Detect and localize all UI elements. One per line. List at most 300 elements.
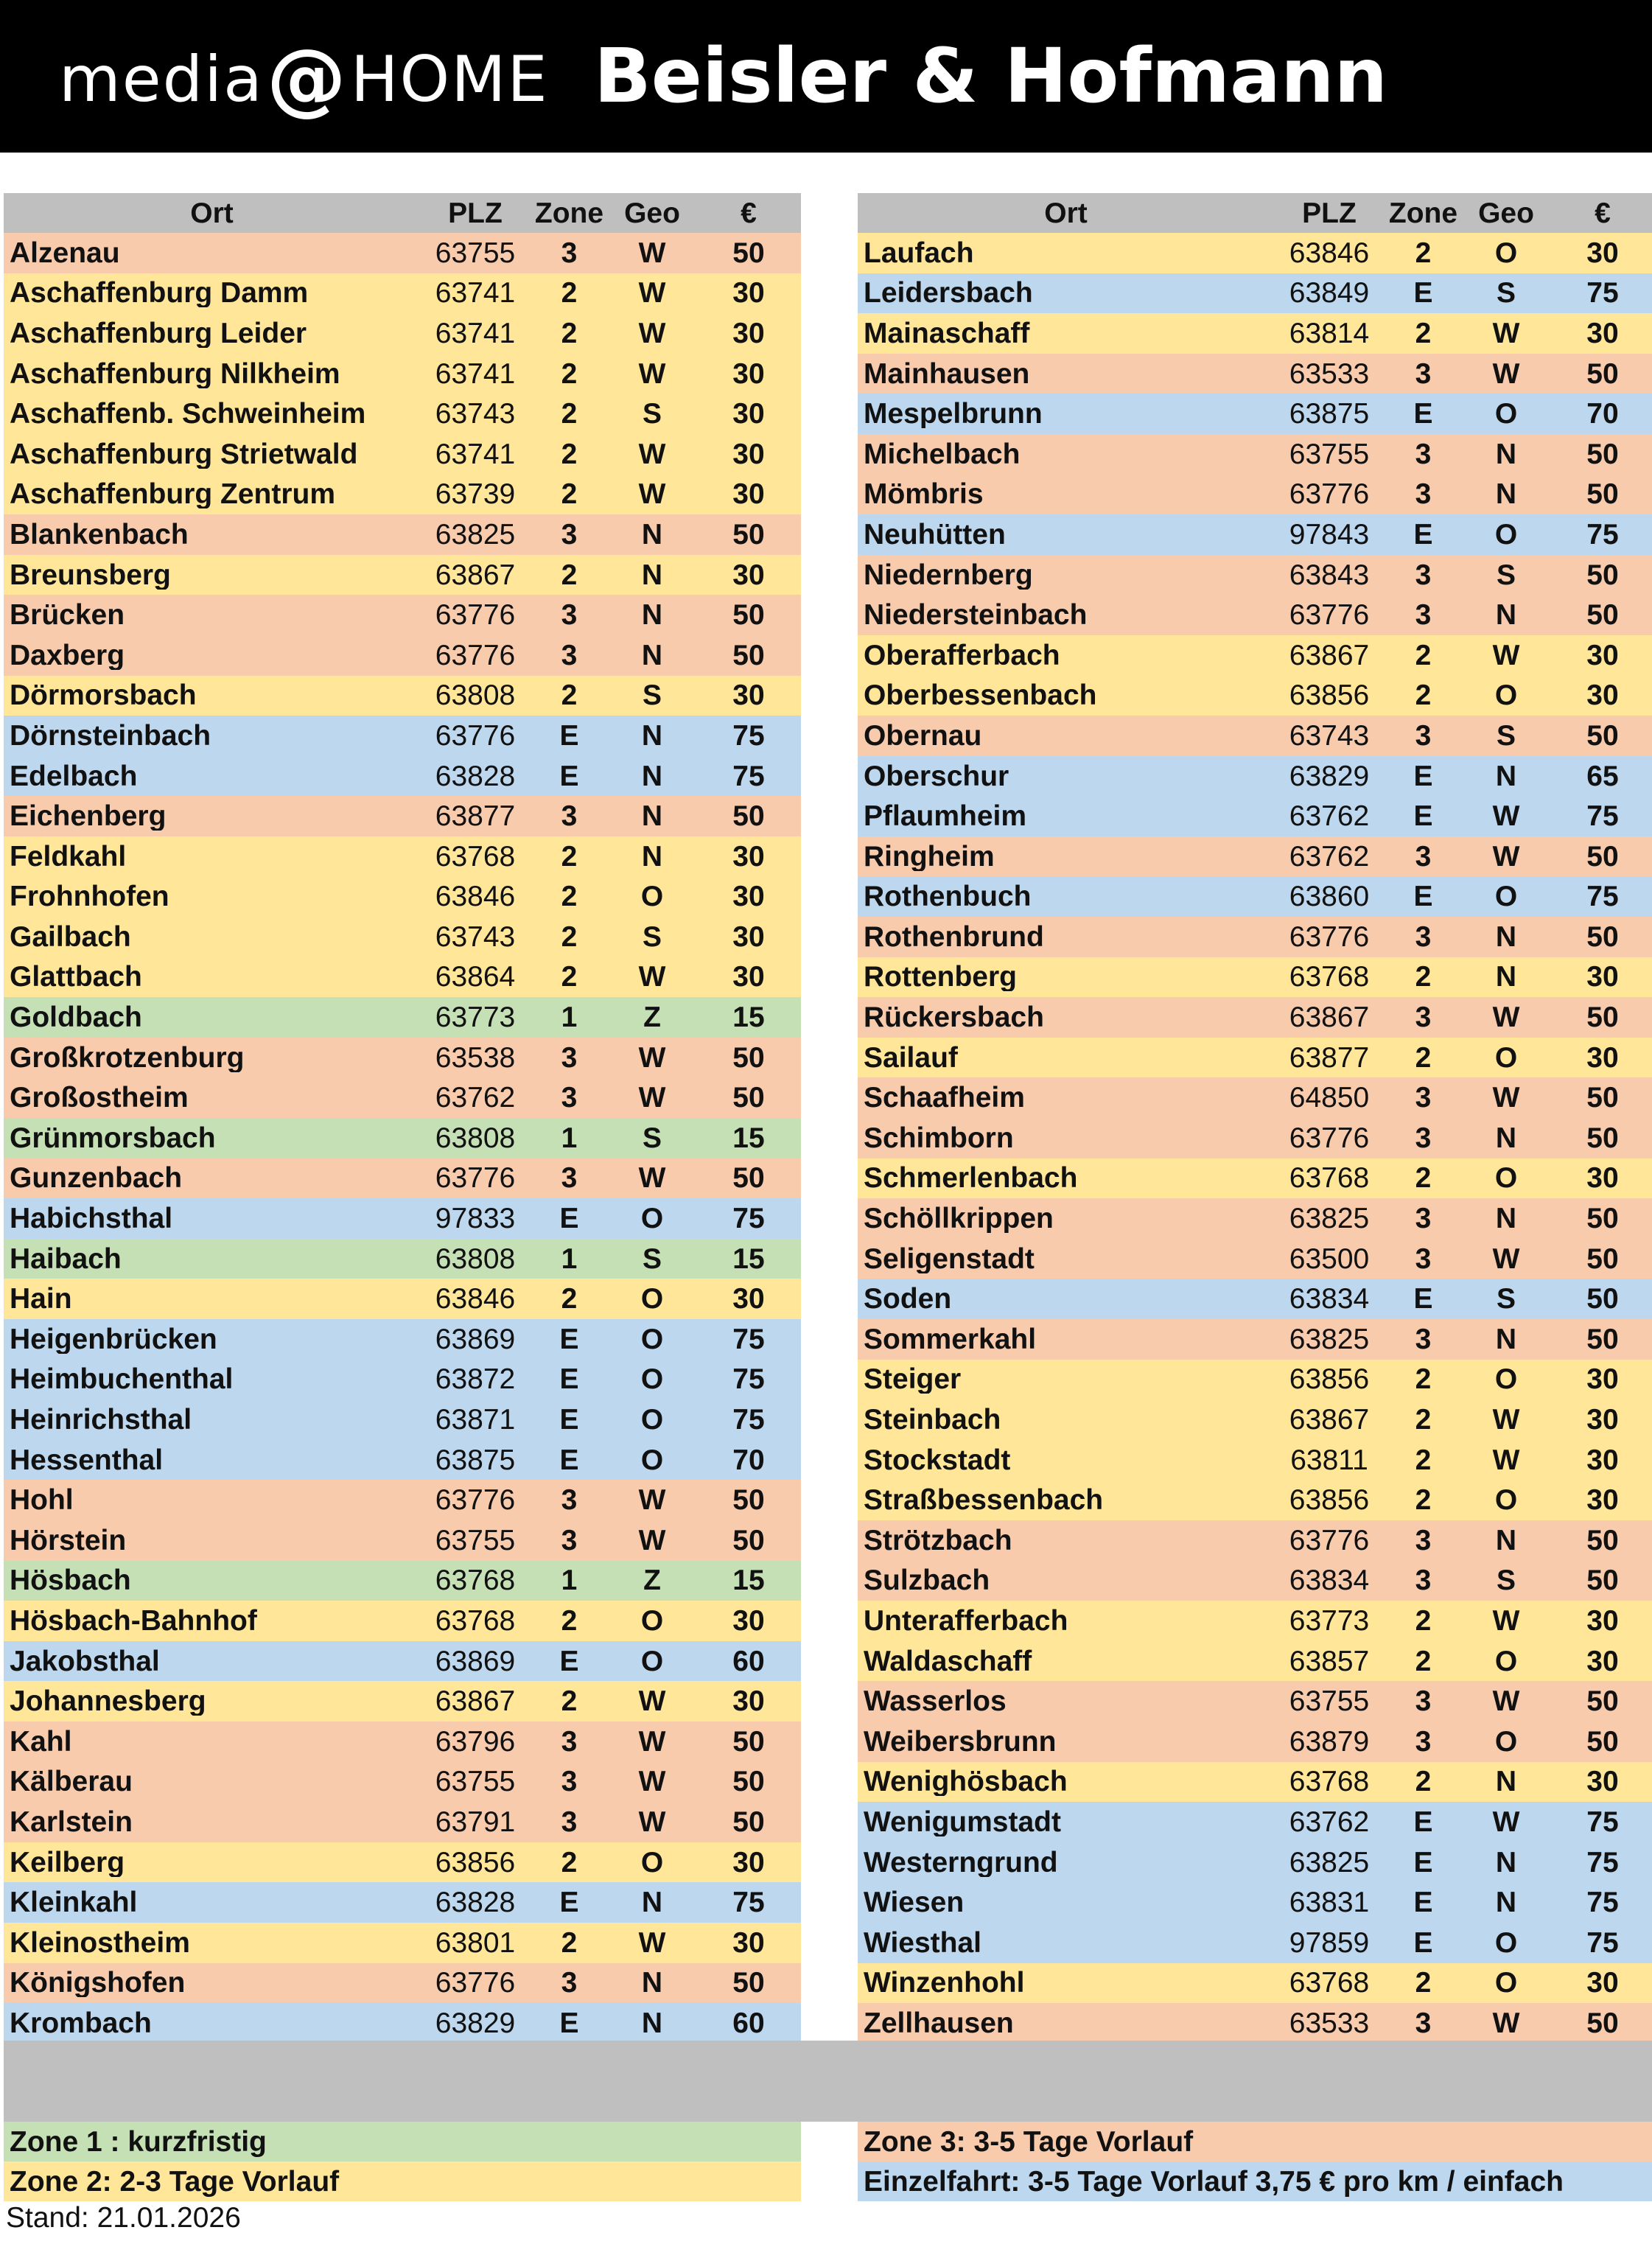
cell-euro: 15: [732, 1122, 765, 1154]
cell-plz: 63856: [1289, 1363, 1370, 1396]
table-row: [4, 2003, 801, 2044]
cell-geo: N: [1495, 760, 1517, 792]
cell-zone: 2: [561, 1283, 578, 1315]
cell-plz: 63825: [1289, 1846, 1370, 1878]
table-row: [858, 1077, 1652, 1118]
table-row: [858, 1561, 1652, 1601]
table-row: [4, 997, 801, 1038]
column-header-plz: PLZ: [448, 197, 503, 229]
table-row: [858, 877, 1652, 917]
cell-euro: 50: [1586, 559, 1619, 591]
legend-einzelfahrt: Einzelfahrt: 3-5 Tage Vorlauf 3,75 € pro km / einfach: [858, 2161, 1652, 2201]
table-row: [858, 273, 1652, 314]
cell-geo: O: [640, 1444, 664, 1476]
table-row: [858, 716, 1652, 756]
cell-ort: Wenighösbach: [864, 1767, 1068, 1797]
cell-geo: O: [640, 1604, 664, 1637]
cell-euro: 75: [1586, 881, 1619, 913]
cell-plz: 63776: [1289, 599, 1370, 632]
cell-plz: 63871: [435, 1404, 516, 1436]
cell-plz: 63762: [435, 1082, 516, 1114]
cell-euro: 70: [1586, 398, 1619, 430]
table-row: [858, 1198, 1652, 1239]
cell-geo: S: [642, 398, 662, 430]
cell-euro: 50: [732, 639, 765, 671]
cell-euro: 30: [1586, 1363, 1619, 1396]
cell-zone: 2: [1415, 1444, 1432, 1476]
brand-title: Beisler & Hofmann: [594, 32, 1388, 120]
cell-zone: 2: [561, 1846, 578, 1878]
table-row: [858, 1641, 1652, 1682]
cell-zone: E: [1413, 760, 1433, 792]
cell-zone: 3: [1415, 1242, 1432, 1275]
cell-geo: W: [1492, 1002, 1520, 1034]
logo-text-left: media: [59, 43, 264, 116]
cell-geo: O: [640, 1404, 664, 1436]
cell-plz: 63743: [435, 920, 516, 953]
table-row: [4, 1399, 801, 1440]
cell-euro: 30: [1586, 1604, 1619, 1637]
cell-ort: Goldbach: [10, 1003, 142, 1032]
legend-zone-2: Zone 2: 2-3 Tage Vorlauf: [4, 2161, 801, 2201]
cell-euro: 50: [1586, 1082, 1619, 1114]
cell-zone: E: [559, 2007, 579, 2039]
cell-euro: 30: [1586, 961, 1619, 993]
cell-euro: 75: [732, 1203, 765, 1235]
cell-geo: N: [641, 760, 663, 792]
cell-geo: O: [640, 1363, 664, 1396]
cell-plz: 63879: [1289, 1725, 1370, 1758]
cell-ort: Mainaschaff: [864, 318, 1030, 348]
cell-ort: Jakobsthal: [10, 1646, 160, 1676]
table-row: [858, 1158, 1652, 1199]
cell-plz: 63776: [1289, 1122, 1370, 1154]
cell-euro: 70: [732, 1444, 765, 1476]
media-at-home-logo: [59, 32, 549, 125]
cell-geo: O: [1494, 398, 1518, 430]
cell-zone: 2: [561, 840, 578, 873]
table-row: [858, 1038, 1652, 1078]
cell-geo: O: [1494, 1162, 1518, 1195]
cell-zone: 3: [561, 1082, 578, 1114]
spacer-band: [4, 2041, 1652, 2122]
cell-geo: N: [641, 559, 663, 591]
legend-zone-3: Zone 3: 3-5 Tage Vorlauf: [858, 2122, 1652, 2161]
table-row: [858, 1601, 1652, 1641]
table-row: [4, 1641, 801, 1682]
cell-zone: 3: [561, 1725, 578, 1758]
table-row: [4, 957, 801, 998]
cell-plz: 63825: [1289, 1203, 1370, 1235]
cell-ort: Oberschur: [864, 761, 1009, 791]
cell-geo: O: [1494, 1725, 1518, 1758]
cell-plz: 63776: [435, 599, 516, 632]
cell-ort: Hösbach-Bahnhof: [10, 1606, 257, 1635]
cell-zone: 2: [561, 277, 578, 310]
cell-plz: 63776: [1289, 1524, 1370, 1556]
cell-geo: W: [638, 1685, 666, 1718]
cell-geo: O: [1494, 679, 1518, 712]
cell-geo: N: [1495, 1887, 1517, 1919]
cell-euro: 50: [1586, 1685, 1619, 1718]
cell-plz: 63741: [435, 357, 516, 390]
cell-ort: Hessenthal: [10, 1445, 164, 1475]
cell-plz: 63856: [435, 1846, 516, 1878]
cell-geo: W: [638, 438, 666, 470]
cell-ort: Hain: [10, 1284, 72, 1314]
table-row: [858, 1923, 1652, 1963]
cell-ort: Schmerlenbach: [864, 1164, 1078, 1193]
cell-zone: E: [1413, 1846, 1433, 1878]
cell-euro: 30: [1586, 237, 1619, 269]
table-row: [4, 1440, 801, 1481]
cell-geo: S: [1496, 277, 1516, 310]
cell-zone: E: [1413, 1283, 1433, 1315]
table-row: [858, 756, 1652, 797]
cell-geo: O: [640, 1203, 664, 1235]
table-row: [858, 1440, 1652, 1481]
cell-geo: S: [1496, 1283, 1516, 1315]
cell-zone: 3: [1415, 1323, 1432, 1355]
cell-geo: O: [640, 1846, 664, 1878]
cell-plz: 63791: [435, 1806, 516, 1838]
cell-plz: 63877: [435, 800, 516, 833]
cell-ort: Aschaffenburg Nilkheim: [10, 359, 340, 388]
table-row: [4, 595, 801, 635]
table-row: [4, 756, 801, 797]
column-header-ort: Ort: [190, 198, 234, 228]
cell-geo: N: [641, 639, 663, 671]
cell-plz: 63776: [1289, 478, 1370, 511]
cell-euro: 50: [1586, 599, 1619, 632]
cell-ort: Habichsthal: [10, 1204, 173, 1234]
cell-ort: Breunsberg: [10, 560, 171, 590]
logo-text-right: HOME: [350, 43, 549, 116]
cell-plz: 63856: [1289, 679, 1370, 712]
table-row: [4, 676, 801, 716]
cell-ort: Alzenau: [10, 238, 120, 268]
table-row: [4, 233, 801, 273]
table-row: [858, 1239, 1652, 1279]
cell-geo: N: [641, 599, 663, 632]
cell-euro: 75: [732, 719, 765, 752]
cell-zone: 2: [561, 1604, 578, 1637]
cell-ort: Seligenstadt: [864, 1244, 1035, 1273]
cell-ort: Westerngrund: [864, 1848, 1058, 1877]
cell-zone: 2: [561, 438, 578, 470]
cell-ort: Straßbessenbach: [864, 1486, 1104, 1515]
cell-geo: S: [642, 1122, 662, 1154]
cell-ort: Königshofen: [10, 1968, 186, 1998]
column-header-zone: Zone: [1388, 197, 1458, 229]
cell-zone: 2: [1415, 961, 1432, 993]
table-row: [858, 595, 1652, 635]
table-row: [858, 1360, 1652, 1400]
cell-zone: 3: [1415, 559, 1432, 591]
cell-euro: 75: [1586, 800, 1619, 833]
table-row: [4, 1239, 801, 1279]
table-row: [4, 1882, 801, 1923]
cell-euro: 50: [1586, 840, 1619, 873]
cell-geo: N: [1495, 599, 1517, 632]
cell-ort: Leidersbach: [864, 279, 1033, 308]
cell-euro: 30: [732, 438, 765, 470]
table-row: [858, 1520, 1652, 1561]
cell-plz: 63843: [1289, 559, 1370, 591]
table-row: [4, 1963, 801, 2004]
cell-zone: 2: [1415, 1041, 1432, 1074]
cell-ort: Wiesthal: [864, 1928, 982, 1957]
cell-ort: Großkrotzenburg: [10, 1043, 245, 1072]
cell-ort: Niedersteinbach: [864, 601, 1088, 630]
cell-euro: 50: [732, 1725, 765, 1758]
cell-zone: 2: [561, 317, 578, 349]
cell-plz: 64850: [1289, 1082, 1370, 1114]
table-row: [858, 354, 1652, 394]
cell-zone: 2: [1415, 1766, 1432, 1798]
cell-geo: O: [640, 1645, 664, 1677]
cell-zone: 2: [1415, 1967, 1432, 1999]
cell-ort: Michelbach: [864, 439, 1021, 469]
table-row: [4, 716, 801, 756]
cell-ort: Mespelbrunn: [864, 399, 1043, 429]
cell-ort: Heimbuchenthal: [10, 1365, 234, 1394]
cell-plz: 63776: [1289, 920, 1370, 953]
cell-euro: 50: [1586, 920, 1619, 953]
table-row: [858, 997, 1652, 1038]
cell-ort: Sulzbach: [864, 1566, 990, 1595]
cell-geo: S: [642, 920, 662, 953]
cell-zone: 3: [1415, 1524, 1432, 1556]
table-row: [858, 514, 1652, 555]
table-row: [858, 1802, 1652, 1842]
cell-geo: O: [1494, 1041, 1518, 1074]
cell-geo: S: [1496, 1565, 1516, 1597]
cell-ort: Blankenbach: [10, 520, 189, 549]
table-row: [4, 796, 801, 836]
cell-plz: 63801: [435, 1926, 516, 1959]
cell-plz: 63872: [435, 1363, 516, 1396]
cell-euro: 50: [732, 237, 765, 269]
cell-zone: 1: [561, 1242, 578, 1275]
cell-plz: 63538: [435, 1041, 516, 1074]
cell-zone: 1: [561, 1565, 578, 1597]
cell-plz: 63811: [1290, 1444, 1368, 1476]
column-header-ort: Ort: [1044, 198, 1088, 228]
cell-zone: 2: [561, 679, 578, 712]
cell-euro: 75: [732, 1323, 765, 1355]
table-row: [4, 1520, 801, 1561]
cell-geo: W: [1492, 1604, 1520, 1637]
table-row: [4, 514, 801, 555]
cell-zone: 1: [561, 1002, 578, 1034]
cell-geo: N: [1495, 1766, 1517, 1798]
cell-ort: Oberafferbach: [864, 640, 1060, 670]
cell-ort: Grünmorsbach: [10, 1123, 216, 1153]
table-row: [4, 354, 801, 394]
cell-ort: Dörmorsbach: [10, 681, 197, 710]
cell-plz: 63808: [435, 679, 516, 712]
cell-euro: 50: [732, 599, 765, 632]
cell-euro: 50: [732, 1524, 765, 1556]
cell-plz: 97833: [435, 1203, 516, 1235]
cell-zone: E: [559, 1404, 579, 1436]
table-row: [4, 635, 801, 676]
cell-zone: 2: [1415, 237, 1432, 269]
cell-plz: 63755: [435, 237, 516, 269]
cell-ort: Hohl: [10, 1486, 74, 1515]
cell-zone: 2: [1415, 1604, 1432, 1637]
cell-euro: 50: [1586, 2007, 1619, 2039]
cell-geo: N: [641, 719, 663, 752]
cell-zone: E: [1413, 1926, 1433, 1959]
cell-euro: 30: [732, 1604, 765, 1637]
cell-plz: 63808: [435, 1122, 516, 1154]
cell-euro: 75: [732, 1887, 765, 1919]
cell-euro: 15: [732, 1565, 765, 1597]
cell-euro: 50: [1586, 357, 1619, 390]
column-header-geo: Geo: [1478, 197, 1534, 229]
cell-plz: 63533: [1289, 357, 1370, 390]
cell-euro: 30: [732, 679, 765, 712]
cell-ort: Krombach: [10, 2008, 152, 2038]
table-row: [858, 2003, 1652, 2044]
cell-zone: 2: [561, 559, 578, 591]
cell-euro: 30: [1586, 1162, 1619, 1195]
cell-euro: 30: [732, 840, 765, 873]
cell-geo: N: [1495, 1524, 1517, 1556]
table-row: [4, 475, 801, 515]
cell-euro: 30: [1586, 679, 1619, 712]
cell-euro: 50: [1586, 1725, 1619, 1758]
cell-zone: 3: [561, 1524, 578, 1556]
table-row: [4, 1842, 801, 1883]
cell-plz: 63869: [435, 1645, 516, 1677]
table-row: [858, 1681, 1652, 1722]
cell-euro: 75: [732, 760, 765, 792]
cell-euro: 50: [732, 1082, 765, 1114]
table-row: [4, 1722, 801, 1762]
price-table-left: [4, 193, 801, 2044]
cell-ort: Gailbach: [10, 922, 131, 951]
cell-plz: 63741: [435, 317, 516, 349]
cell-zone: 2: [561, 920, 578, 953]
cell-plz: 63739: [435, 478, 516, 511]
cell-plz: 63849: [1289, 277, 1370, 310]
table-row: [4, 555, 801, 595]
cell-plz: 63834: [1289, 1565, 1370, 1597]
cell-zone: E: [559, 1887, 579, 1919]
cell-zone: 3: [1415, 1565, 1432, 1597]
cell-geo: W: [1492, 1444, 1520, 1476]
table-row: [4, 1038, 801, 1078]
table-row: [4, 1360, 801, 1400]
cell-geo: W: [1492, 317, 1520, 349]
table-row: [858, 957, 1652, 998]
cell-ort: Niedernberg: [864, 560, 1033, 590]
cell-plz: 63755: [435, 1524, 516, 1556]
cell-euro: 30: [1586, 317, 1619, 349]
cell-euro: 30: [1586, 1645, 1619, 1677]
cell-geo: Z: [643, 1002, 661, 1034]
table-row: [858, 1963, 1652, 2004]
cell-ort: Wiesen: [864, 1888, 965, 1918]
cell-zone: 2: [1415, 1162, 1432, 1195]
cell-euro: 50: [1586, 719, 1619, 752]
cell-plz: 63796: [435, 1725, 516, 1758]
cell-zone: E: [559, 760, 579, 792]
cell-geo: Z: [643, 1565, 661, 1597]
cell-plz: 63762: [1289, 840, 1370, 873]
table-row: [858, 1882, 1652, 1923]
cell-geo: W: [638, 277, 666, 310]
cell-ort: Großostheim: [10, 1083, 189, 1113]
cell-ort: Daxberg: [10, 640, 125, 670]
cell-plz: 63741: [435, 438, 516, 470]
table-header-row: [858, 193, 1652, 233]
cell-euro: 75: [1586, 1806, 1619, 1838]
cell-ort: Heigenbrücken: [10, 1324, 217, 1354]
cell-zone: 3: [1415, 2007, 1432, 2039]
cell-ort: Karlstein: [10, 1807, 133, 1836]
cell-plz: 97859: [1289, 1926, 1370, 1959]
cell-zone: 3: [561, 1484, 578, 1517]
cell-ort: Keilberg: [10, 1848, 125, 1877]
cell-plz: 63741: [435, 277, 516, 310]
cell-euro: 50: [732, 1484, 765, 1517]
cell-ort: Winzenhohl: [864, 1968, 1025, 1998]
cell-plz: 63825: [1289, 1323, 1370, 1355]
cell-plz: 63768: [1289, 961, 1370, 993]
cell-plz: 63846: [435, 1283, 516, 1315]
table-row: [4, 1158, 801, 1199]
cell-euro: 30: [732, 1283, 765, 1315]
cell-euro: 60: [732, 1645, 765, 1677]
cell-geo: N: [641, 1887, 663, 1919]
cell-geo: W: [1492, 800, 1520, 833]
cell-geo: N: [1495, 1203, 1517, 1235]
cell-plz: 63869: [435, 1323, 516, 1355]
cell-plz: 63867: [1289, 639, 1370, 671]
table-row: [858, 1118, 1652, 1158]
cell-plz: 63829: [1289, 760, 1370, 792]
cell-zone: 3: [561, 237, 578, 269]
cell-euro: 50: [1586, 1565, 1619, 1597]
cell-ort: Glattbach: [10, 962, 142, 992]
cell-plz: 63768: [1289, 1967, 1370, 1999]
cell-euro: 30: [1586, 1484, 1619, 1517]
cell-plz: 63867: [1289, 1404, 1370, 1436]
cell-ort: Steiger: [864, 1365, 962, 1394]
column-header-zone: Zone: [534, 197, 604, 229]
cell-euro: 30: [732, 961, 765, 993]
cell-ort: Aschaffenburg Damm: [10, 279, 309, 308]
cell-zone: 2: [561, 478, 578, 511]
column-header-geo: Geo: [624, 197, 680, 229]
cell-ort: Wenigumstadt: [864, 1807, 1061, 1836]
cell-ort: Steinbach: [864, 1405, 1001, 1435]
cell-ort: Schaafheim: [864, 1083, 1025, 1113]
cell-zone: 3: [1415, 1685, 1432, 1718]
stand-date: Stand: 21.01.2026: [6, 2202, 241, 2234]
cell-euro: 30: [1586, 639, 1619, 671]
cell-plz: 63762: [1289, 800, 1370, 833]
cell-plz: 63768: [435, 1565, 516, 1597]
cell-ort: Haibach: [10, 1244, 122, 1273]
cell-zone: 3: [1415, 478, 1432, 511]
cell-euro: 50: [732, 518, 765, 550]
cell-euro: 50: [732, 800, 765, 833]
